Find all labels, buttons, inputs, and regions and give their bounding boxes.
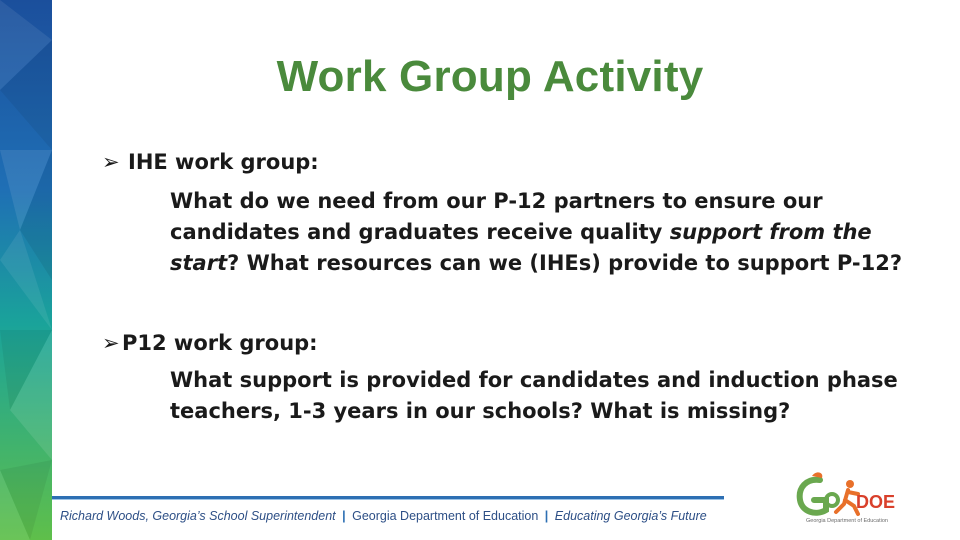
footer-divider bbox=[52, 496, 724, 499]
bullet-p12 bbox=[102, 331, 318, 355]
footer-superintendent: Richard Woods, Georgia’s School Superintendent bbox=[60, 509, 336, 523]
bullet-p12-text: What support is provided for candidates and induction phase teachers, 1-3 years in our schools? What is missing? bbox=[170, 368, 898, 423]
bullet-p12-label: P12 work group: bbox=[122, 331, 318, 355]
logo-subtitle: Georgia Department of Education bbox=[806, 518, 888, 524]
footer-tagline: Educating Georgia’s Future bbox=[554, 509, 707, 523]
slide-title: Work Group Activity bbox=[276, 52, 704, 101]
svg-text:DOE: DOE bbox=[856, 492, 896, 512]
footer-separator: | bbox=[342, 509, 346, 523]
bullet-ihe-text-part2: ? What resources can we (IHEs) provide to support P-12? bbox=[227, 251, 903, 275]
footer-text bbox=[60, 509, 707, 523]
footer-department: Georgia Department of Education bbox=[352, 509, 539, 523]
bullet-ihe-text bbox=[170, 186, 910, 279]
bullet-ihe-label: IHE work group: bbox=[128, 150, 319, 174]
arrow-bullet-icon: ➢ bbox=[102, 150, 120, 174]
footer-separator: | bbox=[544, 509, 549, 523]
bullet-ihe-text-italic: support from the start bbox=[170, 220, 872, 275]
arrow-bullet-icon: ➢ bbox=[102, 331, 120, 355]
bullet-ihe bbox=[102, 150, 319, 174]
bullet-ihe-text-part1: What do we need from our P-12 partners to ensure our candidates and graduates receive quality bbox=[170, 189, 823, 244]
